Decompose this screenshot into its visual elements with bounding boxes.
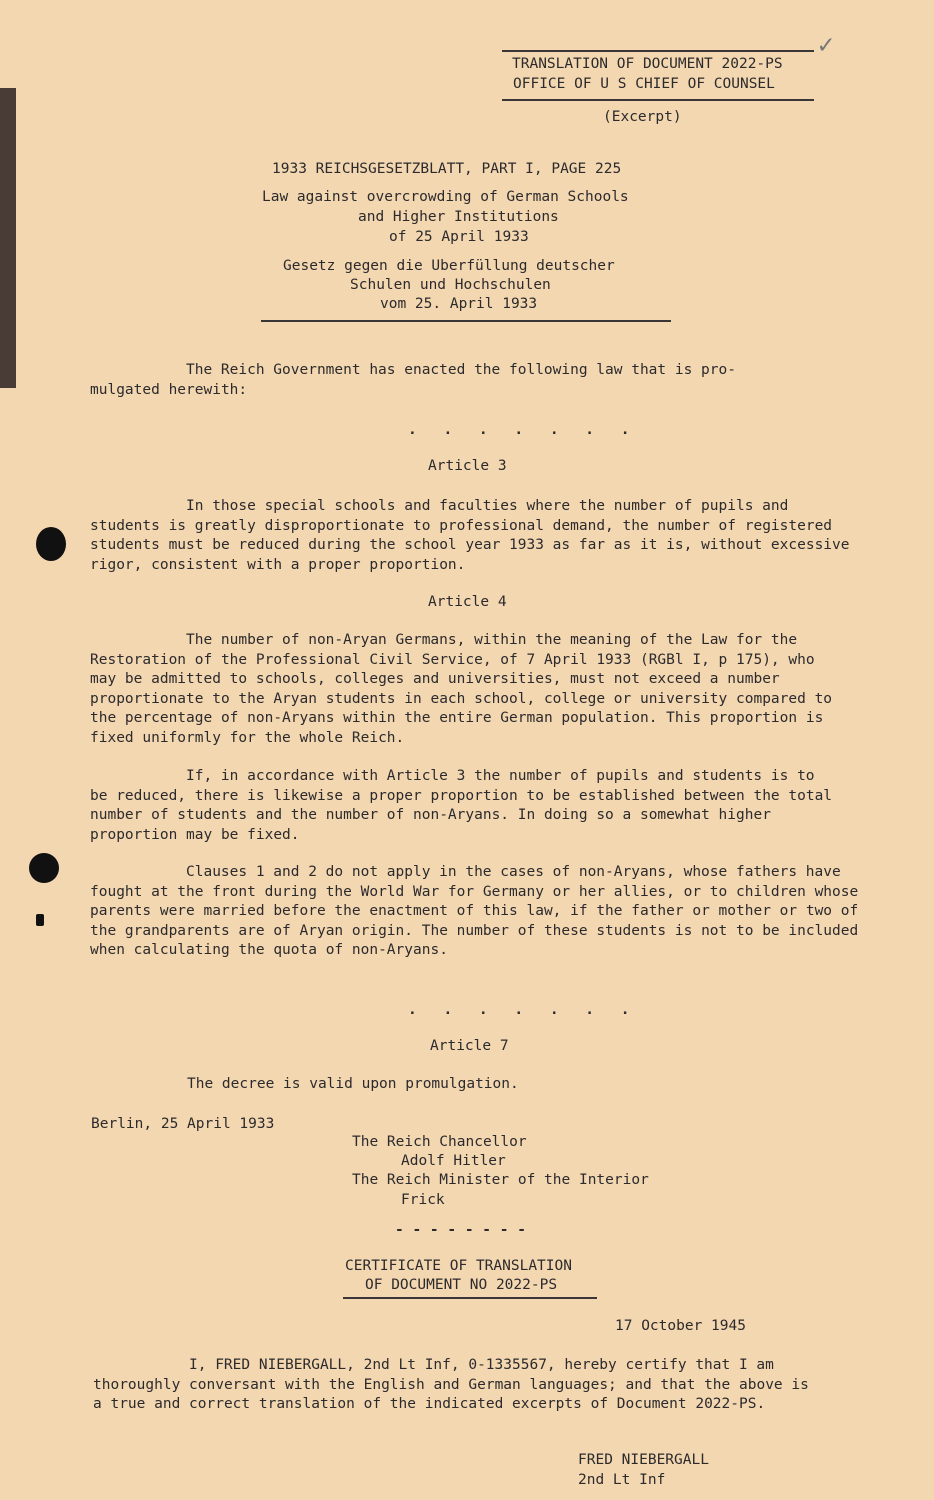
chancellor-name: Adolf Hitler — [401, 1153, 506, 1169]
signature-dashes: - - - - - - - - — [395, 1222, 526, 1238]
article-4-paragraph-2: If, in accordance with Article 3 the number of pupils and students is to be reduced, there is likewise a proper proportion to be established between the total number of students and the number of non-Aryans. In doing so a somewhat higher proportion may be fixed. — [90, 768, 833, 843]
chancellor-title: The Reich Chancellor — [352, 1134, 527, 1150]
ink-mark — [36, 914, 44, 926]
article-7-text: The decree is valid upon promulgation. — [187, 1076, 519, 1092]
separator-dots-1: . . . . . . . — [408, 422, 639, 438]
left-edge-shadow — [0, 88, 16, 388]
article-3-text: In those special schools and faculties where the number of pupils and students is greatly disproportionate to professional demand, the number of registered students must be reduced during the school year 1933 as far as it is, without excessive rigor, consistent with a proper proportion. — [90, 498, 850, 573]
header-bottom-rule — [502, 99, 814, 101]
separator-dots-2: . . . . . . . — [408, 1002, 639, 1018]
certificate-date: 17 October 1945 — [615, 1318, 746, 1334]
excerpt-label: (Excerpt) — [603, 109, 682, 125]
certificate-text: I, FRED NIEBERGALL, 2nd Lt Inf, 0-1335567, hereby certify that I am thoroughly conversant with the English and German languages; and that the above is a true and correct translation of the indicated excerpts of Document 2022-PS. — [93, 1357, 809, 1412]
punch-hole-2 — [29, 853, 59, 883]
minister-name: Frick — [401, 1192, 445, 1208]
article-4-paragraph-3: Clauses 1 and 2 do not apply in the cases of non-Aryans, whose fathers have fought at the front during the World War for Germany or her allies, or to children whose parents were married before the enactment of this law, if the father or mother or two of the grandparents are of Aryan origin. The number of these students is not to be included when calculating the quota of non-Aryans. — [90, 864, 859, 958]
header-line-1: TRANSLATION OF DOCUMENT 2022-PS — [512, 56, 783, 72]
header-line-2: OFFICE OF U S CHIEF OF COUNSEL — [513, 76, 775, 92]
title-rule — [261, 320, 671, 322]
german-title-line-1: Gesetz gegen die Uberfüllung deutscher — [283, 258, 615, 274]
english-title-line-3: of 25 April 1933 — [389, 229, 529, 245]
german-title-line-3: vom 25. April 1933 — [380, 296, 538, 312]
english-title-line-2: and Higher Institutions — [358, 209, 559, 225]
certificate-heading-1: CERTIFICATE OF TRANSLATION — [345, 1258, 572, 1274]
signer-name: FRED NIEBERGALL — [578, 1452, 709, 1468]
article-4-heading: Article 4 — [428, 594, 507, 610]
english-title-line-1: Law against overcrowding of German Schools — [262, 189, 629, 205]
certificate-rule — [343, 1297, 597, 1299]
article-7-heading: Article 7 — [430, 1038, 509, 1054]
certificate-heading-2: OF DOCUMENT NO 2022-PS — [365, 1277, 558, 1293]
source-title: 1933 REICHSGESETZBLATT, PART I, PAGE 225 — [272, 161, 622, 177]
article-4-paragraph-1: The number of non-Aryan Germans, within the meaning of the Law for the Restoration of the Professional Civil Service, of 7 April 1933 (RGBl I, p 175), who may be admitted to schools, colleges and universities, must not exceed a number proportionate to the Aryan students in each school, college or university compared to the percentage of non-Aryans within the entire German population. This proportion is fixed uniformly for the whole Reich. — [90, 632, 833, 746]
place-date: Berlin, 25 April 1933 — [91, 1116, 275, 1132]
article-3-heading: Article 3 — [428, 458, 507, 474]
signer-rank: 2nd Lt Inf — [578, 1472, 666, 1488]
header-top-rule — [502, 50, 814, 52]
punch-hole-1 — [36, 527, 66, 561]
minister-title: The Reich Minister of the Interior — [352, 1172, 649, 1188]
intro-paragraph: The Reich Government has enacted the following law that is pro- mulgated herewith: — [90, 362, 736, 398]
german-title-line-2: Schulen und Hochschulen — [350, 277, 551, 293]
checkmark-icon: ✓ — [818, 30, 834, 60]
